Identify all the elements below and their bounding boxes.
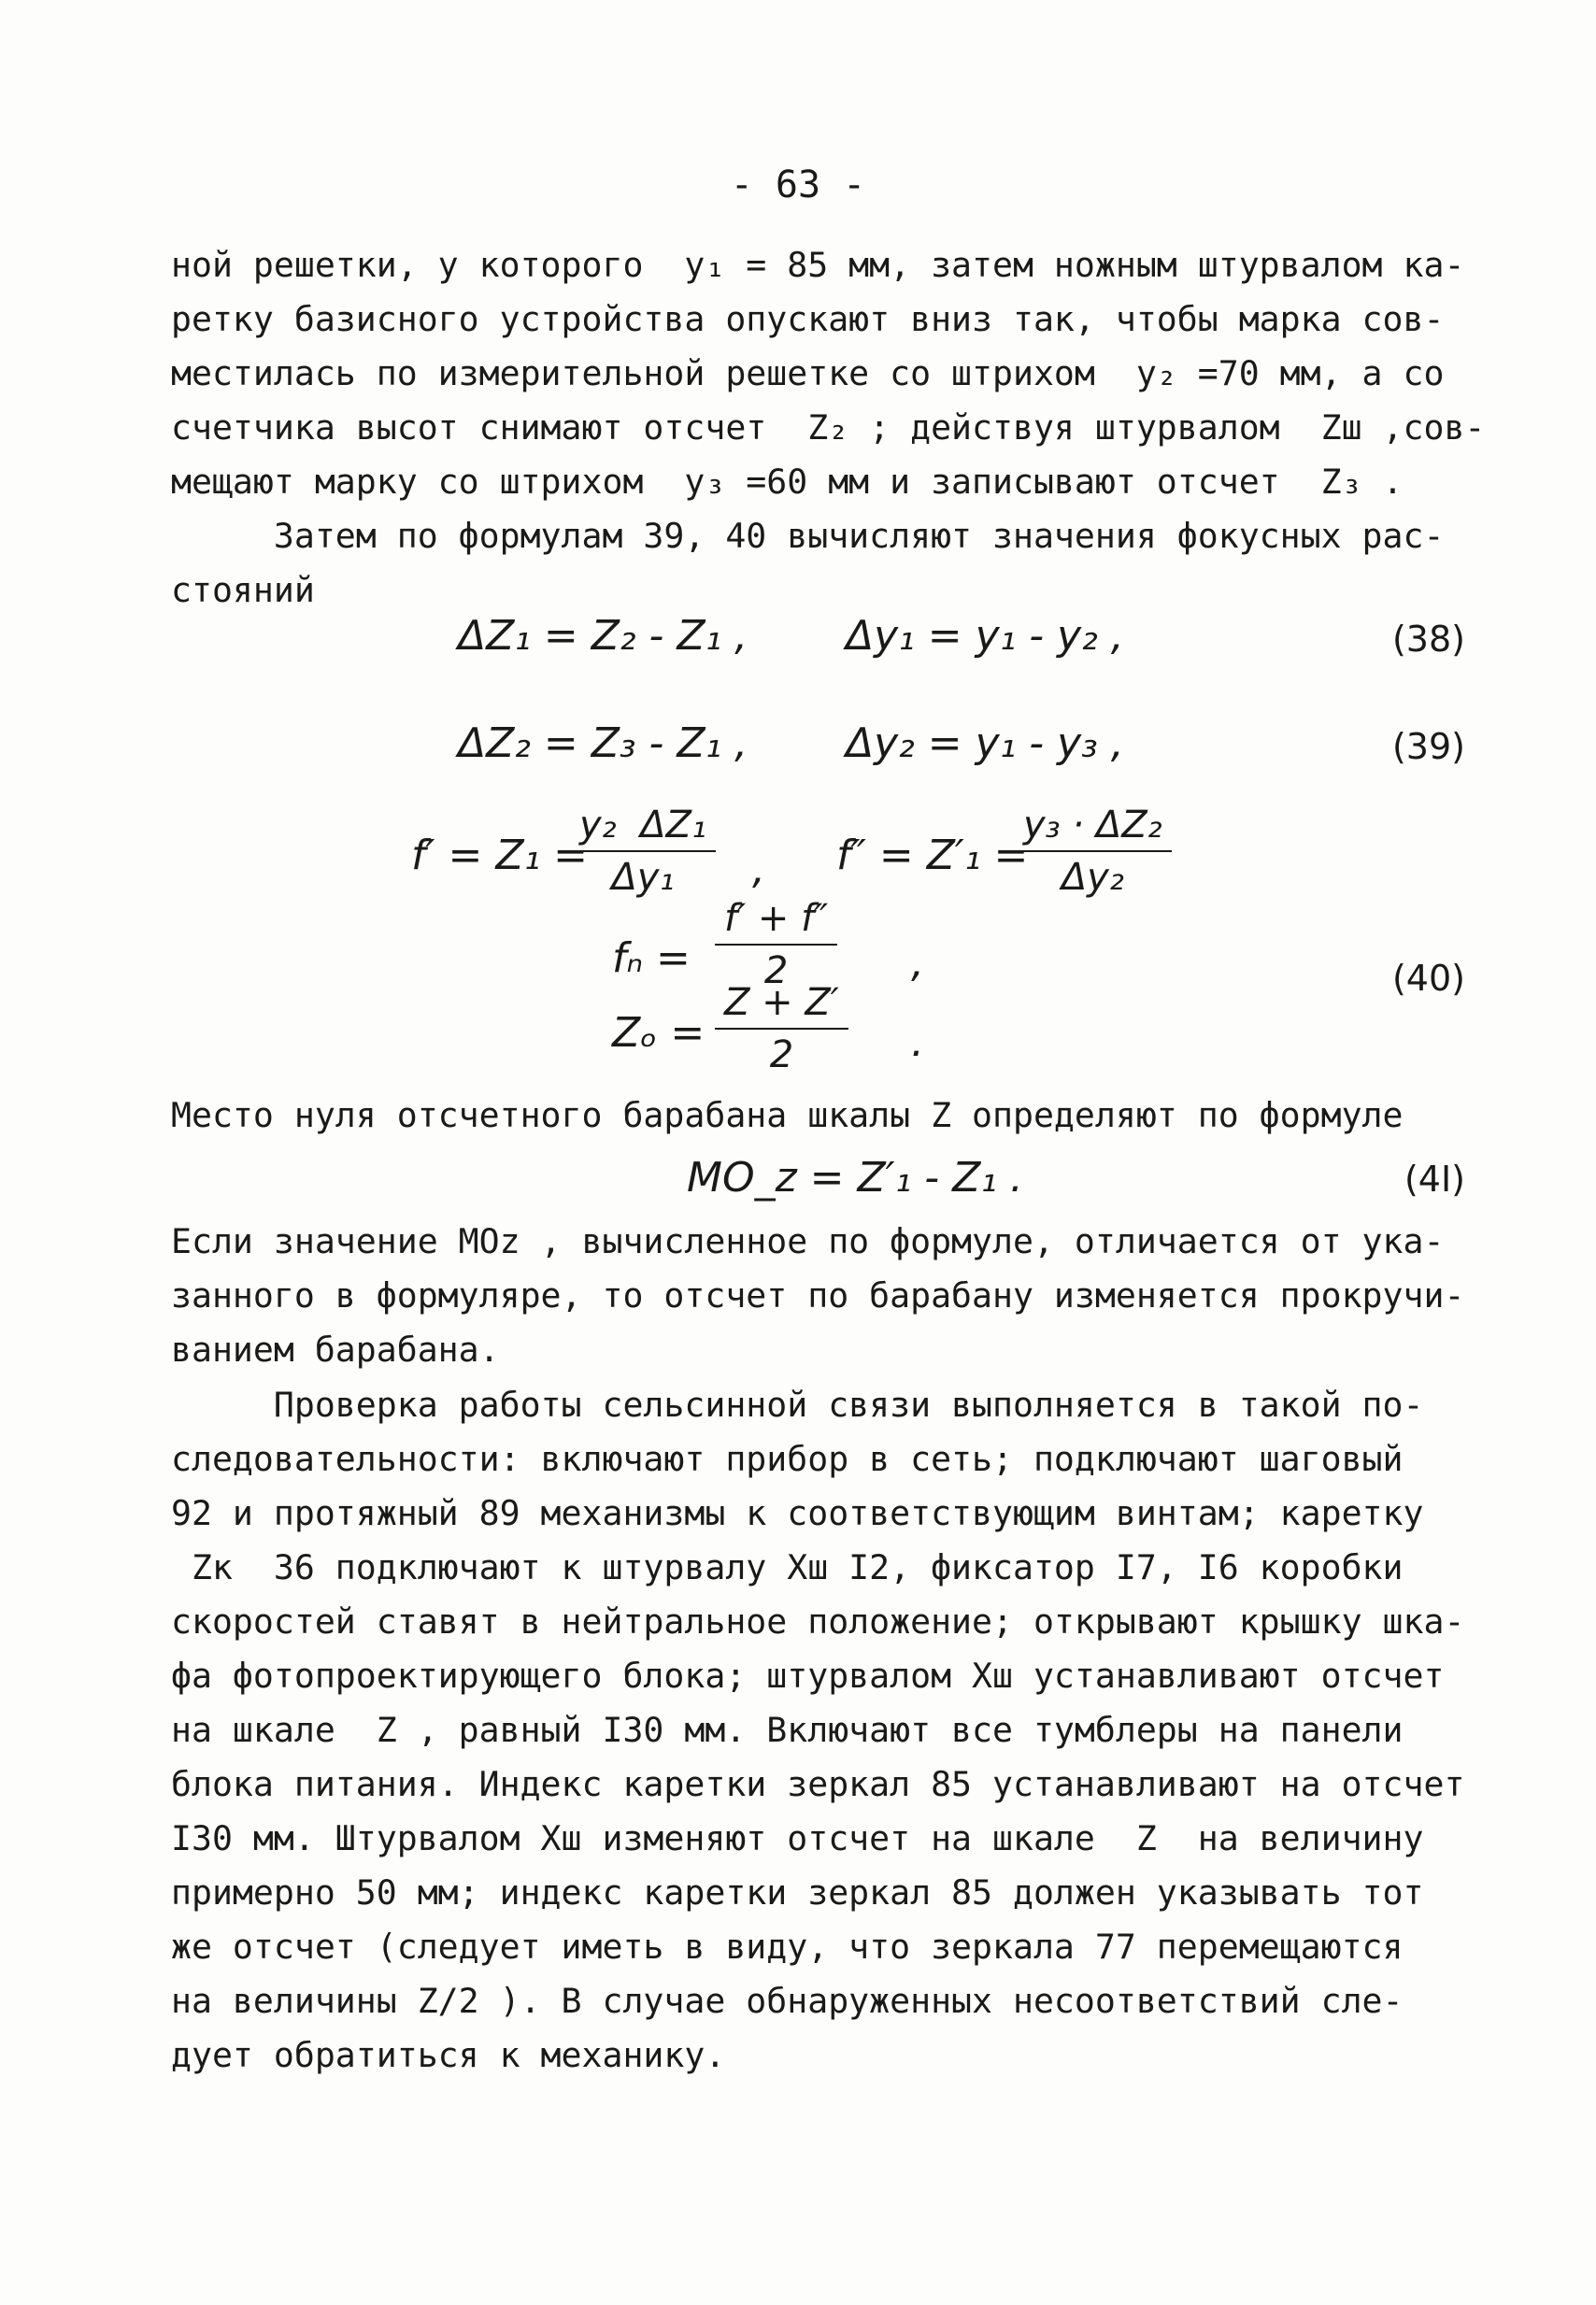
formula-38-right: Δy₁ = y₁ - y₂ , [846,612,1124,660]
fraction-denominator: Δy₁ [611,856,675,899]
equation-number-38: (38) [1391,619,1465,660]
page-number: - 63 - [730,164,866,206]
text-line: же отсчет (следует иметь в виду, что зеркала 77 перемещаются [171,1927,1404,1967]
equation-number-39: (39) [1391,726,1465,767]
formula-fn-lhs: fₙ = [612,934,691,982]
formula-f1-fraction [570,804,716,899]
text-line: Проверка работы сельсинной связи выполняется в такой по- [171,1385,1424,1425]
fraction-numerator: y₃ · ΔZ₂ [1014,804,1172,852]
text-line: счетчика высот снимают отсчет Z₂ ; действуя штурвалом Zш ,сов- [171,407,1486,448]
formula-f1-comma: , [752,846,765,893]
formula-zo-lhs: Zₒ = [612,1009,705,1057]
formula-zo-fraction [715,981,848,1076]
text-line: следовательности: включают прибор в сеть; подключают шаговый [171,1439,1404,1479]
formula-39-left: ΔZ₂ = Z₃ - Z₁ , [458,719,748,767]
text-line: Если значение MOz , вычисленное по формуле, отличается от ука- [171,1221,1445,1261]
text-line: мещают марку со штрихом y₃ =60 мм и записывают отсчет Z₃ . [171,462,1404,502]
text-line: стояний [171,570,315,610]
text-line: ретку базисного устройства опускают вниз так, чтобы марка сов- [171,299,1445,339]
equation-number-41: (4I) [1404,1159,1465,1200]
text-line: блока питания. Индекс каретки зеркал 85 устанавливают на отсчет [171,1764,1465,1804]
formula-fn-fraction [715,897,837,992]
text-line: скоростей ставят в нейтральное положение; открывают крышку шка- [171,1601,1465,1642]
formula-fn-comma: , [911,939,924,987]
text-line: примерно 50 мм; индекс каретки зеркал 85 должен указывать тот [171,1872,1424,1913]
paragraph-1 [171,238,1498,509]
equation-number-40: (40) [1391,958,1465,999]
text-line: местилась по измерительной решетке со штрихом y₂ =70 мм, а со [171,353,1445,393]
fraction-denominator: Δy₂ [1061,856,1124,899]
fraction-denominator: 2 [763,949,789,992]
text-line: Место нуля отсчетного барабана шкалы Z определяют по формуле [171,1095,1404,1135]
text-line: Zк 36 подключают к штурвалу Xш I2, фиксатор I7, I6 коробки [171,1547,1404,1587]
formula-39-right: Δy₂ = y₁ - y₃ , [846,719,1124,767]
formula-f2-lhs: f″ = Z′₁ = [836,832,1029,879]
text-line: дует обратиться к механику. [171,2035,726,2075]
paragraph-2 [171,509,1498,618]
text-line: фа фотопроектирующего блока; штурвалом Xш устанавливают отсчет [171,1656,1445,1696]
text-line: 92 и протяжный 89 механизмы к соответствующим винтам; каретку [171,1493,1424,1533]
paragraph-5 [171,1378,1498,2083]
text-line: Затем по формулам 39, 40 вычисляют значения фокусных рас- [171,516,1445,556]
text-line: ной решетки, у которого y₁ = 85 мм, затем ножным штурвалом ка- [171,245,1465,285]
text-line: занного в формуляре, то отсчет по барабану изменяется прокручи- [171,1275,1465,1316]
formula-f1-lhs: f′ = Z₁ = [411,832,588,879]
fraction-numerator: Z + Z′ [715,981,848,1030]
formula-41: MO_z = Z′₁ - Z₁ . [687,1154,1023,1202]
text-line: на шкале Z , равный I30 мм. Включают все тумблеры на панели [171,1710,1404,1750]
text-line: I30 мм. Штурвалом Xш изменяют отсчет на шкале Z на величину [171,1818,1424,1858]
formula-f2-fraction [1014,804,1172,899]
formula-38-left: ΔZ₁ = Z₂ - Z₁ , [458,612,748,660]
paragraph-3 [171,1088,1498,1143]
fraction-denominator: 2 [769,1033,794,1076]
text-line: на величины Z/2 ). В случае обнаруженных несоответствий сле- [171,1981,1404,2021]
paragraph-4 [171,1215,1498,1377]
formula-zo-dot: . [911,1018,924,1066]
text-line: ванием барабана. [171,1330,500,1370]
fraction-numerator: y₂ ΔZ₁ [570,804,716,852]
fraction-numerator: f′ + f″ [715,897,837,946]
